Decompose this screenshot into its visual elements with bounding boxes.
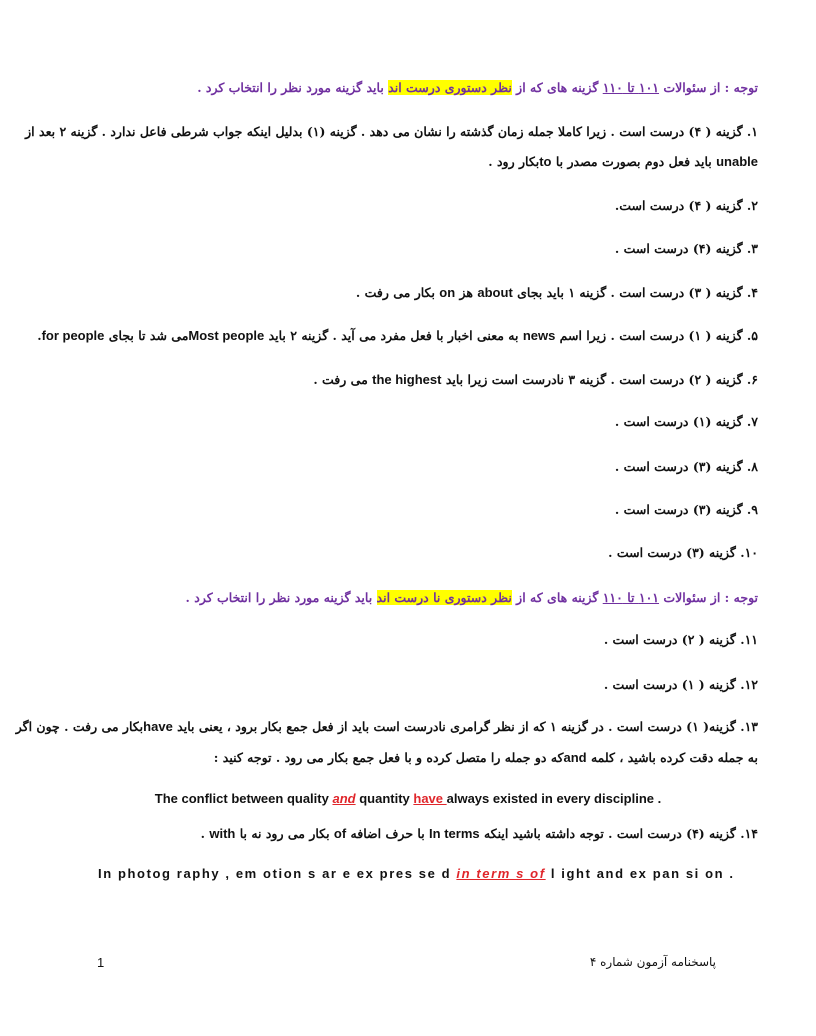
- answer-1-en-to: to: [539, 154, 552, 169]
- answer-13-line-2: [214, 750, 758, 765]
- example-1-and: and: [332, 791, 356, 806]
- answer-1-line-2-end: بکار رود .: [488, 154, 540, 169]
- answer-9: ۹. گزینه (۳) درست است .: [614, 502, 758, 517]
- answer-11: ۱۱. گزینه ( ۲) درست است .: [603, 632, 758, 647]
- footer-title: پاسخنامه آزمون شماره ۴: [589, 955, 716, 969]
- example-1-part-2: quantity: [355, 791, 414, 806]
- answer-8: ۸. گزینه (۳) درست است .: [614, 459, 758, 474]
- answer-13-line-1-post: بکار می رفت . چون اگر: [15, 719, 144, 734]
- answer-1-line-1: ۱. گزینه ( ۴) درست است . زیرا کاملا جمله زمان گذشته را نشان می دهد . گزینه (۱) بدلیل اینکه جواب شرطی فاعل ندارد . گزینه ۲ بعد از: [25, 124, 758, 139]
- answer-4-en-on: on: [439, 285, 456, 300]
- example-2-in-terms-of: in term s of: [456, 866, 546, 881]
- answer-13-line-2-pre: به جمله دقت کرده باشید ، کلمه: [586, 750, 758, 765]
- note-2-middle: گزینه های که از: [511, 590, 603, 605]
- answer-14: [201, 826, 758, 841]
- note-1-prefix: توجه : از سئوالات: [659, 80, 758, 95]
- answer-6: [313, 372, 758, 387]
- answer-10: ۱۰. گزینه (۳) درست است .: [608, 545, 758, 560]
- example-sentence-1: [0, 791, 816, 806]
- example-1-have: have: [413, 791, 447, 806]
- answer-14-en-in-terms: In terms: [429, 826, 480, 841]
- answer-5-post: .: [37, 328, 42, 343]
- answer-4: [356, 285, 758, 300]
- answer-12: ۱۲. گزینه ( ۱) درست است .: [603, 677, 758, 692]
- answer-14-mid: با حرف اضافه: [346, 826, 430, 841]
- note-1-suffix: باید گزینه مورد نظر را انتخاب کرد .: [197, 80, 389, 95]
- answer-2: ۲. گزینه ( ۴) درست است.: [614, 198, 758, 213]
- answer-1-line-2-mid: باید فعل دوم بصورت مصدر با: [551, 154, 717, 169]
- note-2-range: ۱۰۱ تا ۱۱۰: [602, 590, 660, 605]
- answer-5-en-news: news: [522, 328, 556, 343]
- note-2: [186, 590, 758, 605]
- answer-4-post: بکار می رفت .: [355, 285, 440, 300]
- answer-7: ۷. گزینه (۱) درست است .: [614, 414, 758, 429]
- page-number: 1: [97, 955, 105, 970]
- answer-4-en-about: about: [477, 285, 513, 300]
- answer-4-mid: هز: [455, 285, 478, 300]
- example-1-part-3: always existed in every discipline .: [446, 791, 662, 806]
- answer-13-line-2-post: که دو جمله را متصل کرده و با فعل جمع بکار می رود . توجه کنید :: [213, 750, 564, 765]
- example-sentence-2: [98, 866, 735, 881]
- note-2-highlight: نظر دستوری نا درست اند: [376, 590, 512, 605]
- example-2-part-2: l ight and ex pan si on .: [545, 866, 735, 881]
- answer-4-pre: ۴. گزینه ( ۳) درست است . گزینه ۱ باید بجای: [512, 285, 758, 300]
- example-1-part-1: The conflict between quality: [154, 791, 333, 806]
- note-2-suffix: باید گزینه مورد نظر را انتخاب کرد .: [185, 590, 377, 605]
- answer-14-post: .: [200, 826, 210, 841]
- answer-5-en-most-people: Most people: [188, 328, 265, 343]
- note-1-middle: گزینه های که از: [511, 80, 603, 95]
- answer-14-en-of: of: [333, 826, 347, 841]
- answer-14-pre: ۱۴. گزینه (۴) درست است . توجه داشته باشید اینکه: [479, 826, 758, 841]
- answer-6-en-the-highest: the highest: [372, 372, 442, 387]
- answer-5-mid2: می شد تا بجای: [104, 328, 189, 343]
- note-1-range: ۱۰۱ تا ۱۱۰: [602, 80, 660, 95]
- answer-13-line-1: [16, 719, 758, 734]
- example-2-part-1: In photog raphy , em otion s ar e ex pres se d: [98, 866, 457, 881]
- answer-5-mid: به معنی اخبار با فعل مفرد می آید . گزینه ۲ باید: [264, 328, 523, 343]
- answer-13-en-and: and: [563, 750, 587, 765]
- answer-6-post: می رفت .: [313, 372, 373, 387]
- note-2-prefix: توجه : از سئوالات: [659, 590, 758, 605]
- answer-1-en-unable: unable: [716, 154, 758, 169]
- note-1: [197, 80, 758, 95]
- answer-13-en-have: have: [143, 719, 173, 734]
- answer-5-en-for-people: for people: [41, 328, 105, 343]
- answer-14-en-with: with: [209, 826, 236, 841]
- answer-5: [37, 328, 758, 343]
- note-1-highlight: نظر دستوری درست اند: [388, 80, 512, 95]
- answer-6-pre: ۶. گزینه ( ۲) درست است . گزینه ۳ نادرست است زیرا باید: [441, 372, 758, 387]
- answer-3: ۳. گزینه (۴) درست است .: [614, 241, 758, 256]
- answer-14-mid2: بکار می رود نه با: [235, 826, 334, 841]
- answer-1-line-2: [488, 154, 758, 169]
- answer-5-pre: ۵. گزینه ( ۱) درست است . زیرا اسم: [555, 328, 758, 343]
- answer-13-line-1-pre: ۱۳. گزینه( ۱) درست است . در گزینه ۱ که از نظر گرامری نادرست است باید از فعل جمع بکار برود ، یعنی باید: [172, 719, 758, 734]
